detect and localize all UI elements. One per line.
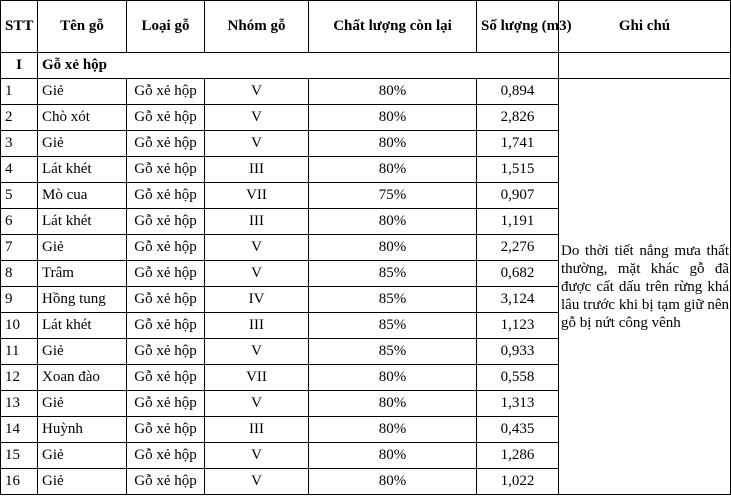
cell-so-luong: 0,435 — [477, 417, 559, 443]
cell-chat-luong: 85% — [309, 313, 477, 339]
cell-chat-luong: 80% — [309, 105, 477, 131]
header-stt: STT — [1, 1, 38, 53]
cell-so-luong: 1,123 — [477, 313, 559, 339]
cell-ten-go: Giẻ — [38, 443, 127, 469]
cell-loai-go: Gỗ xẻ hộp — [127, 313, 205, 339]
cell-so-luong: 1,741 — [477, 131, 559, 157]
cell-loai-go: Gỗ xẻ hộp — [127, 391, 205, 417]
cell-loai-go: Gỗ xẻ hộp — [127, 79, 205, 105]
cell-loai-go: Gỗ xẻ hộp — [127, 417, 205, 443]
cell-ten-go: Xoan đào — [38, 365, 127, 391]
cell-so-luong: 0,558 — [477, 365, 559, 391]
cell-stt: 9 — [1, 287, 38, 313]
section-row — [1, 53, 731, 79]
cell-loai-go: Gỗ xẻ hộp — [127, 157, 205, 183]
cell-ten-go: Giẻ — [38, 469, 127, 495]
cell-loai-go: Gỗ xẻ hộp — [127, 183, 205, 209]
cell-loai-go: Gỗ xẻ hộp — [127, 235, 205, 261]
cell-stt: 12 — [1, 365, 38, 391]
note-cell: Do thời tiết nắng mưa thất thường, mặt khác gỗ đã được cất dấu trên rừng khá lâu trước khi bị tạm giữ nên gỗ bị nứt công vênh — [559, 79, 731, 495]
cell-nhom-go: V — [205, 469, 309, 495]
cell-ten-go: Giẻ — [38, 391, 127, 417]
cell-stt: 15 — [1, 443, 38, 469]
cell-chat-luong: 80% — [309, 469, 477, 495]
header-ten-go: Tên gỗ — [38, 1, 127, 53]
cell-stt: 11 — [1, 339, 38, 365]
cell-stt: 14 — [1, 417, 38, 443]
cell-so-luong: 0,933 — [477, 339, 559, 365]
cell-so-luong: 2,826 — [477, 105, 559, 131]
cell-ten-go: Lát khét — [38, 209, 127, 235]
cell-chat-luong: 80% — [309, 417, 477, 443]
cell-ten-go: Hồng tung — [38, 287, 127, 313]
header-nhom-go: Nhóm gỗ — [205, 1, 309, 53]
header-row — [1, 1, 731, 53]
cell-nhom-go: VII — [205, 365, 309, 391]
cell-loai-go: Gỗ xẻ hộp — [127, 209, 205, 235]
cell-ten-go: Mò cua — [38, 183, 127, 209]
cell-so-luong: 1,286 — [477, 443, 559, 469]
cell-ten-go: Lát khét — [38, 157, 127, 183]
cell-so-luong: 3,124 — [477, 287, 559, 313]
cell-so-luong: 1,515 — [477, 157, 559, 183]
cell-chat-luong: 85% — [309, 261, 477, 287]
cell-nhom-go: V — [205, 235, 309, 261]
cell-so-luong: 1,191 — [477, 209, 559, 235]
cell-nhom-go: V — [205, 131, 309, 157]
cell-chat-luong: 80% — [309, 365, 477, 391]
cell-ten-go: Huỳnh — [38, 417, 127, 443]
cell-ten-go: Giẻ — [38, 339, 127, 365]
cell-nhom-go: III — [205, 313, 309, 339]
cell-chat-luong: 75% — [309, 183, 477, 209]
table-row — [1, 79, 731, 105]
cell-chat-luong: 80% — [309, 443, 477, 469]
cell-so-luong: 1,022 — [477, 469, 559, 495]
cell-chat-luong: 80% — [309, 131, 477, 157]
cell-ten-go: Lát khét — [38, 313, 127, 339]
cell-chat-luong: 85% — [309, 287, 477, 313]
header-so-luong: Số lượng (m3) — [477, 1, 559, 53]
cell-stt: 2 — [1, 105, 38, 131]
header-loai-go: Loại gỗ — [127, 1, 205, 53]
cell-stt: 4 — [1, 157, 38, 183]
cell-loai-go: Gỗ xẻ hộp — [127, 131, 205, 157]
cell-chat-luong: 80% — [309, 391, 477, 417]
cell-nhom-go: V — [205, 105, 309, 131]
cell-ten-go: Giẻ — [38, 235, 127, 261]
cell-chat-luong: 80% — [309, 79, 477, 105]
cell-loai-go: Gỗ xẻ hộp — [127, 469, 205, 495]
cell-nhom-go: IV — [205, 287, 309, 313]
cell-nhom-go: VII — [205, 183, 309, 209]
cell-loai-go: Gỗ xẻ hộp — [127, 365, 205, 391]
cell-stt: 13 — [1, 391, 38, 417]
cell-so-luong: 1,313 — [477, 391, 559, 417]
cell-loai-go: Gỗ xẻ hộp — [127, 339, 205, 365]
cell-chat-luong: 80% — [309, 209, 477, 235]
section-number: I — [1, 53, 38, 79]
cell-nhom-go: V — [205, 79, 309, 105]
cell-ten-go: Giẻ — [38, 131, 127, 157]
cell-loai-go: Gỗ xẻ hộp — [127, 261, 205, 287]
section-title: Gỗ xẻ hộp — [38, 53, 559, 79]
header-ghi-chu: Ghi chú — [559, 1, 731, 53]
cell-nhom-go: III — [205, 209, 309, 235]
cell-chat-luong: 80% — [309, 235, 477, 261]
cell-nhom-go: V — [205, 443, 309, 469]
cell-nhom-go: V — [205, 261, 309, 287]
cell-stt: 7 — [1, 235, 38, 261]
cell-ten-go: Trâm — [38, 261, 127, 287]
cell-stt: 8 — [1, 261, 38, 287]
cell-loai-go: Gỗ xẻ hộp — [127, 443, 205, 469]
cell-so-luong: 0,894 — [477, 79, 559, 105]
header-chat-luong: Chất lượng còn lại — [309, 1, 477, 53]
cell-stt: 5 — [1, 183, 38, 209]
cell-so-luong: 0,907 — [477, 183, 559, 209]
cell-stt: 6 — [1, 209, 38, 235]
cell-stt: 16 — [1, 469, 38, 495]
cell-nhom-go: III — [205, 157, 309, 183]
section-note-cell — [559, 53, 731, 79]
cell-chat-luong: 85% — [309, 339, 477, 365]
cell-nhom-go: V — [205, 391, 309, 417]
cell-loai-go: Gỗ xẻ hộp — [127, 287, 205, 313]
cell-loai-go: Gỗ xẻ hộp — [127, 105, 205, 131]
cell-nhom-go: V — [205, 339, 309, 365]
cell-so-luong: 2,276 — [477, 235, 559, 261]
cell-stt: 10 — [1, 313, 38, 339]
cell-ten-go: Chò xót — [38, 105, 127, 131]
cell-stt: 3 — [1, 131, 38, 157]
cell-so-luong: 0,682 — [477, 261, 559, 287]
cell-nhom-go: III — [205, 417, 309, 443]
cell-ten-go: Giẻ — [38, 79, 127, 105]
cell-stt: 1 — [1, 79, 38, 105]
cell-chat-luong: 80% — [309, 157, 477, 183]
